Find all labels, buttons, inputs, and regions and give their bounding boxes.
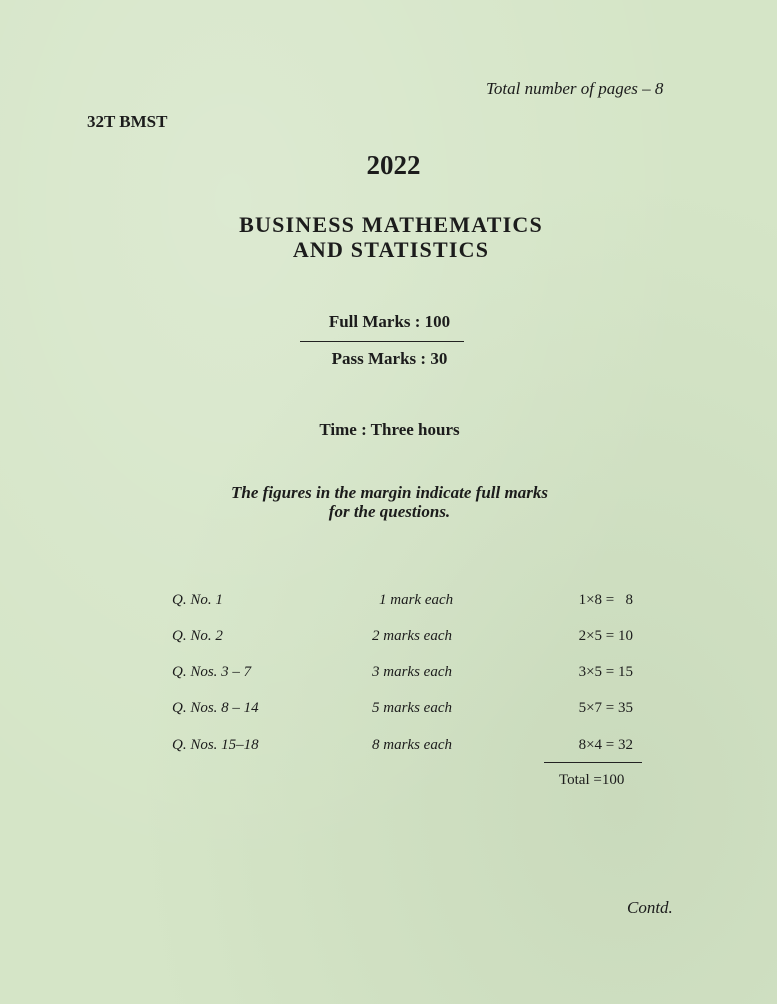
table-row [172,737,642,757]
instructions [0,483,777,521]
question-range: Q. Nos. 15–18 [172,737,259,753]
exam-title-line-1: BUSINESS MATHEMATICS [239,212,543,237]
exam-title [0,212,777,262]
table-row [172,700,642,720]
question-range: Q. Nos. 3 – 7 [172,664,252,680]
marks-calculation: 5×7 = 35 [578,700,633,716]
table-row [172,628,642,648]
question-range: Q. No. 2 [172,628,223,644]
marks-calculation: 8×4 = 32 [578,737,633,753]
full-marks: Full Marks : 100 [328,312,451,331]
total-pages-note: Total number of pages – 8 [486,79,664,98]
question-range: Q. Nos. 8 – 14 [172,700,259,716]
exam-duration: Time : Three hours [319,420,460,439]
table-row [172,592,642,612]
marks-each: 5 marks each [372,700,452,716]
marks-calculation: 2×5 = 10 [578,628,633,644]
pass-marks: Pass Marks : 30 [331,349,448,368]
marks-calculation: 3×5 = 15 [578,664,633,680]
exam-title-line-2: AND STATISTICS [292,237,490,262]
paper-code: 32T BMST [87,112,168,131]
marks-each: 8 marks each [372,737,452,753]
marks-each: 2 marks each [372,628,452,644]
total-divider [544,762,642,763]
question-range: Q. No. 1 [172,592,223,608]
table-row [172,664,642,684]
marks-total: Total =100 [559,772,625,788]
instructions-line-2: for the questions. [328,502,451,521]
marks-each: 3 marks each [372,664,452,680]
marks-calculation: 1×8 = 8 [578,592,633,608]
marks-each: 1 mark each [379,592,454,608]
instructions-line-1: The figures in the margin indicate full marks [231,483,548,502]
exam-year: 2022 [366,150,421,180]
marks-divider [300,341,464,342]
continued-note: Contd. [627,898,673,917]
